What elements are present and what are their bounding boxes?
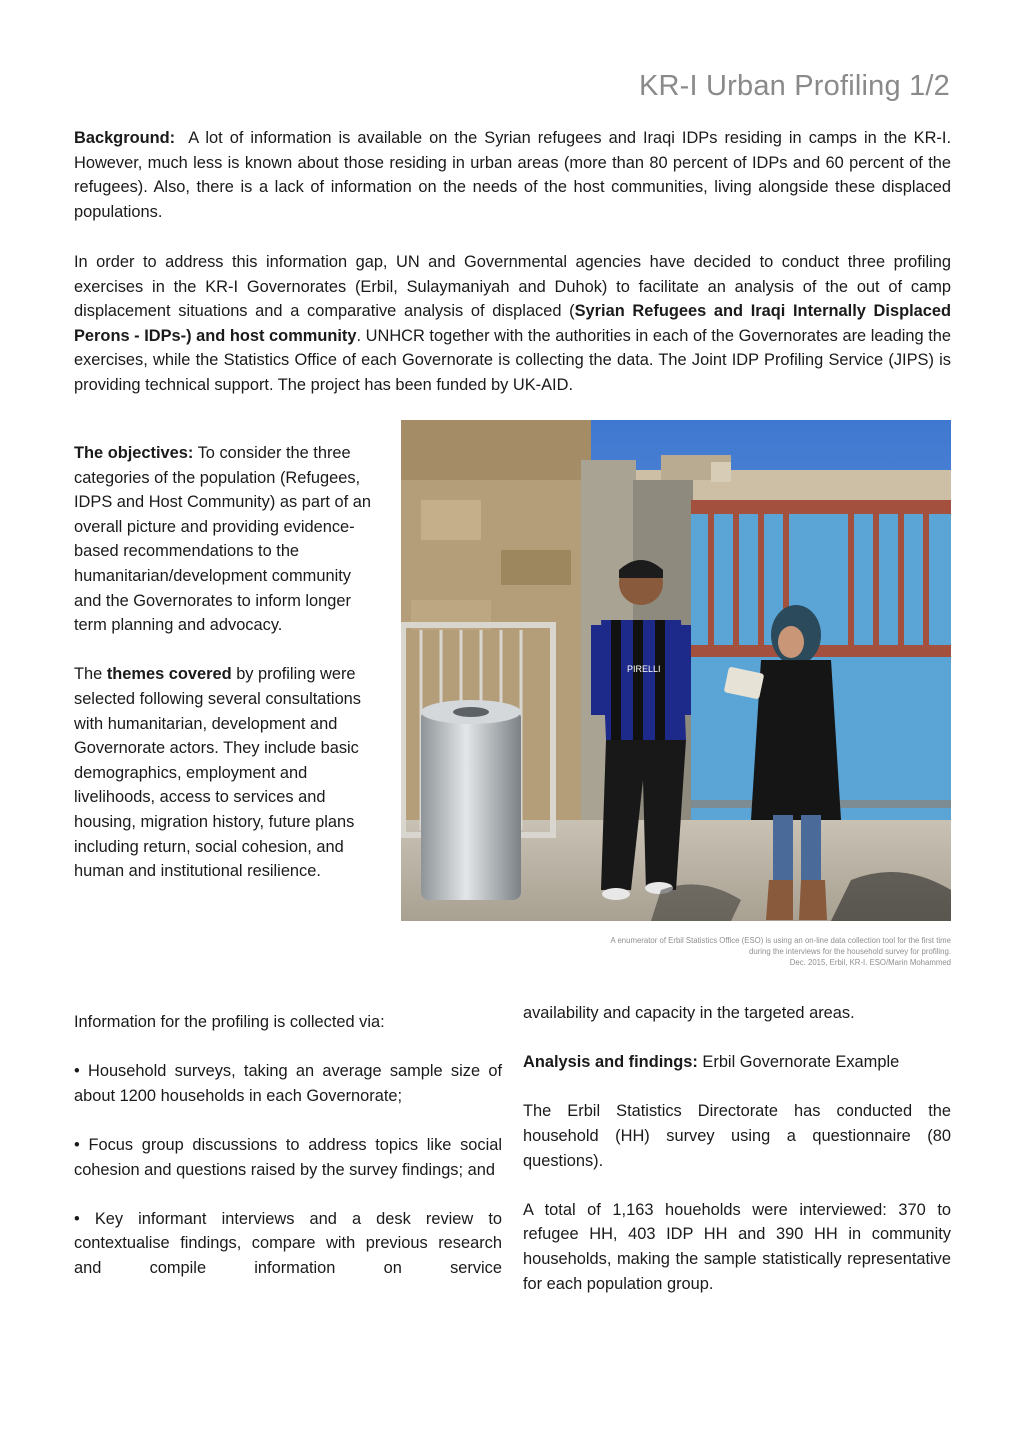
analysis-paragraph-2: A total of 1,163 houeholds were interviewed: 370 to refugee HH, 403 IDP HH and 390 HH in community households, making the sample statistically representative for each population group. bbox=[523, 1200, 951, 1293]
intro-text-b: . UNHCR together with the authorities in each of the Governorates are leading the exercises, while the Statistics Office of each Governorate is collecting the data. The Joint IDP Profiling Service (JIPS) is providing technical support. The project has been funded by UK-AID. bbox=[74, 326, 951, 394]
analysis-column bbox=[523, 1001, 951, 1321]
shirt-print: PIRELLI bbox=[627, 664, 661, 674]
analysis-paragraph-1: The Erbil Statistics Directorate has conducted the household (HH) survey using a questionnaire (80 questions). bbox=[523, 1102, 951, 1170]
collection-bullet-2: • Focus group discussions to address topics like social cohesion and questions raised by the survey findings; and bbox=[74, 1135, 502, 1179]
themes-prefix: The bbox=[74, 665, 103, 684]
background-label: Background: bbox=[74, 129, 176, 147]
left-column bbox=[74, 441, 374, 908]
caption-line-1: A enumerator of Erbil Statistics Office (ESO) is using an on-line data collection tool for the first time bbox=[610, 936, 951, 945]
intro-text-a: In order to address this information gap, UN and Governmental agencies have decided to conduct three profiling exercises in the KR-I Governorates (Erbil, Sulaymaniyah and Duhok) to facilitate an analysis of the out of camp displacement situations and a comparative analysis of displaced ( bbox=[74, 253, 951, 321]
background-text: A lot of information is available on the Syrian refugees and Iraqi IDPs residing in camps in the KR-I. However, much less is known about those residing in urban areas (more than 80 percent of IDPs and 60 percent of the refugees). Also, there is a lack of information on the needs of the host communities, living alongside these displaced populations. bbox=[74, 129, 951, 221]
intro-paragraph bbox=[74, 250, 951, 398]
collection-bullet-1: • Household surveys, taking an average sample size of about 1200 households in each Governorate; bbox=[74, 1062, 502, 1105]
themes-paragraph bbox=[74, 662, 374, 883]
analysis-label: Analysis and findings: bbox=[523, 1053, 698, 1072]
caption-line-2: during the interviews for the household survey for profiling. bbox=[749, 947, 951, 956]
page-title: KR-I Urban Profiling 1/2 bbox=[638, 70, 950, 102]
collection-bullet-3-continued: availability and capacity in the targeted areas. bbox=[523, 1004, 855, 1022]
collection-intro: Information for the profiling is collected via: bbox=[74, 1013, 385, 1031]
objectives-text: To consider the three categories of the population (Refugees, IDPS and Host Community) as part of an overall picture and providing evidence-based recommendations to the humanitarian/development community and the Governorates to inform longer term planning and advocacy. bbox=[74, 444, 371, 635]
collection-column bbox=[74, 1010, 502, 1305]
field-photo bbox=[401, 420, 951, 921]
background-paragraph bbox=[74, 126, 951, 224]
objectives-paragraph bbox=[74, 441, 374, 638]
caption-line-3: Dec. 2015, Erbil, KR-I. ESO/Marin Mohammed bbox=[789, 958, 951, 967]
objectives-label: The objectives: bbox=[74, 444, 194, 462]
photo-caption bbox=[500, 935, 951, 968]
analysis-heading bbox=[523, 1050, 951, 1075]
analysis-text: Erbil Governorate Example bbox=[702, 1053, 900, 1072]
themes-bold: themes covered bbox=[106, 665, 232, 684]
collection-bullet-3: • Key informant interviews and a desk review to contextualise findings, compare with previous research and compile information on service bbox=[74, 1209, 502, 1277]
intro-bold: Syrian Refugees and Iraqi Internally Displaced Perons - IDPs-) and host community bbox=[74, 302, 951, 345]
themes-text: by profiling were selected following several consultations with humanitarian, development and Governorate actors. They include basic demographics, employment and livelihoods, access to services and housing, migration history, future plans including return, social cohesion, and human and institutional resilience. bbox=[74, 665, 361, 881]
